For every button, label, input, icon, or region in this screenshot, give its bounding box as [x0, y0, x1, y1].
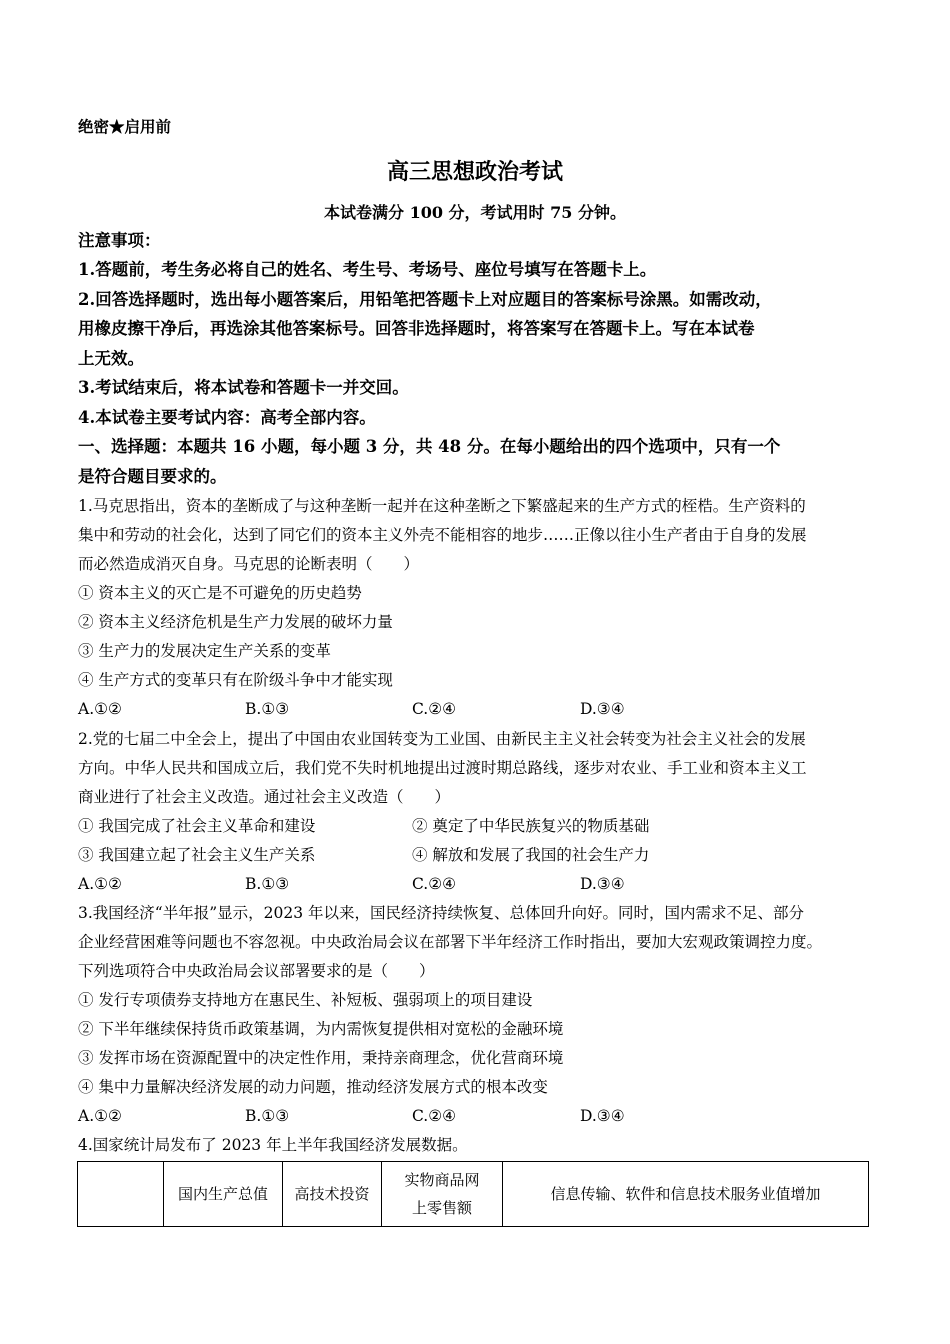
- question-stem: 1.马克思指出，资本的垄断成了与这种垄断一起并在这种垄断之下繁盛起来的生产方式的桎梏。生产资料的: [78, 497, 806, 515]
- question-item: ③ 我国建立起了社会主义生产关系: [78, 846, 316, 864]
- question-stem: 商业进行了社会主义改造。通过社会主义改造（ ）: [78, 788, 451, 806]
- question-stem: 方向。中华人民共和国成立后，我们党不失时机地提出过渡时期总路线，逐步对农业、手工业和资本主义工: [78, 759, 807, 777]
- notice-item: 4.本试卷主要考试内容：高考全部内容。: [78, 408, 376, 427]
- question-stem: 2.党的七届二中全会上，提出了中国由农业国转变为工业国、由新民主主义社会转变为社会主义社会的发展: [78, 730, 806, 748]
- question-item: ① 发行专项债券支持地方在惠民生、补短板、强弱项上的项目建设: [78, 991, 533, 1009]
- choice-d: D.③④: [580, 700, 625, 718]
- question-item: ④ 解放和发展了我国的社会生产力: [412, 846, 650, 864]
- choice-b: B.①③: [245, 1107, 290, 1125]
- question-item: ③ 生产力的发展决定生产关系的变革: [78, 642, 331, 660]
- choice-b: B.①③: [245, 875, 290, 893]
- notice-item: 2.回答选择题时，选出每小题答案后，用铅笔把答题卡上对应题目的答案标号涂黑。如需改动，: [78, 290, 772, 309]
- question-stem: 3.我国经济“半年报”显示，2023 年以来，国民经济持续恢复、总体回升向好。同时，国内需求不足、部分: [78, 904, 805, 922]
- choice-d: D.③④: [580, 1107, 625, 1125]
- question-item: ② 资本主义经济危机是生产力发展的破坏力量: [78, 613, 393, 631]
- choice-a: A.①②: [78, 875, 122, 893]
- table-header-cell: 国内生产总值: [164, 1162, 283, 1227]
- question-item: ② 下半年继续保持货币政策基调，为内需恢复提供相对宽松的金融环境: [78, 1020, 564, 1038]
- question-item: ① 资本主义的灭亡是不可避免的历史趋势: [78, 584, 362, 602]
- choice-b: B.①③: [245, 700, 290, 718]
- notice-heading: 注意事项：: [78, 231, 161, 250]
- choice-a: A.①②: [78, 700, 122, 718]
- question-item: ③ 发挥市场在资源配置中的决定性作用，秉持亲商理念，优化营商环境: [78, 1049, 564, 1067]
- choice-d: D.③④: [580, 875, 625, 893]
- question-stem: 集中和劳动的社会化，达到了同它们的资本主义外壳不能相容的地步……正像以往小生产者由于自身的发展: [78, 526, 807, 544]
- table-header-cell: [78, 1162, 164, 1227]
- question-stem: 企业经营困难等问题也不容忽视。中央政治局会议在部署下半年经济工作时指出，要加大宏观政策调控力度。: [78, 933, 823, 951]
- question-stem: 4.国家统计局发布了 2023 年上半年我国经济发展数据。: [78, 1136, 468, 1154]
- notice-item: 用橡皮擦干净后，再选涂其他答案标号。回答非选择题时，将答案写在答题卡上。写在本试卷: [78, 319, 755, 338]
- question-stem: 下列选项符合中央政治局会议部署要求的是（ ）: [78, 962, 435, 980]
- table-header-cell: [382, 1162, 503, 1227]
- section-heading: 一、选择题：本题共 16 小题，每小题 3 分，共 48 分。在每小题给出的四个选项中，只有一个: [78, 437, 781, 456]
- table-header-row: [78, 1162, 869, 1227]
- choice-c: C.②④: [412, 875, 457, 893]
- choice-a: A.①②: [78, 1107, 122, 1125]
- table-header-text: 实物商品网上零售额: [404, 1171, 480, 1217]
- table-header-cell: 高技术投资: [283, 1162, 382, 1227]
- choice-c: C.②④: [412, 700, 457, 718]
- question-item: ② 奠定了中华民族复兴的物质基础: [412, 817, 650, 835]
- table-header-cell: 信息传输、软件和信息技术服务业值增加: [503, 1162, 869, 1227]
- page-title: 高三思想政治考试: [386, 159, 563, 185]
- notice-item: 上无效。: [78, 349, 144, 368]
- question-item: ① 我国完成了社会主义革命和建设: [78, 817, 316, 835]
- choice-c: C.②④: [412, 1107, 457, 1125]
- notice-item: 1.答题前，考生务必将自己的姓名、考生号、考场号、座位号填写在答题卡上。: [78, 260, 657, 279]
- question-item: ④ 集中力量解决经济发展的动力问题，推动经济发展方式的根本改变: [78, 1078, 548, 1096]
- data-table: [77, 1161, 869, 1227]
- section-heading: 是符合题目要求的。: [78, 467, 227, 486]
- question-stem: 而必然造成消灭自身。马克思的论断表明（ ）: [78, 555, 420, 573]
- notice-item: 3.考试结束后，将本试卷和答题卡一并交回。: [78, 378, 409, 397]
- question-item: ④ 生产方式的变革只有在阶级斗争中才能实现: [78, 671, 393, 689]
- exam-subtitle: 本试卷满分 100 分，考试用时 75 分钟。: [324, 203, 626, 222]
- secret-label: 绝密★启用前: [78, 117, 172, 136]
